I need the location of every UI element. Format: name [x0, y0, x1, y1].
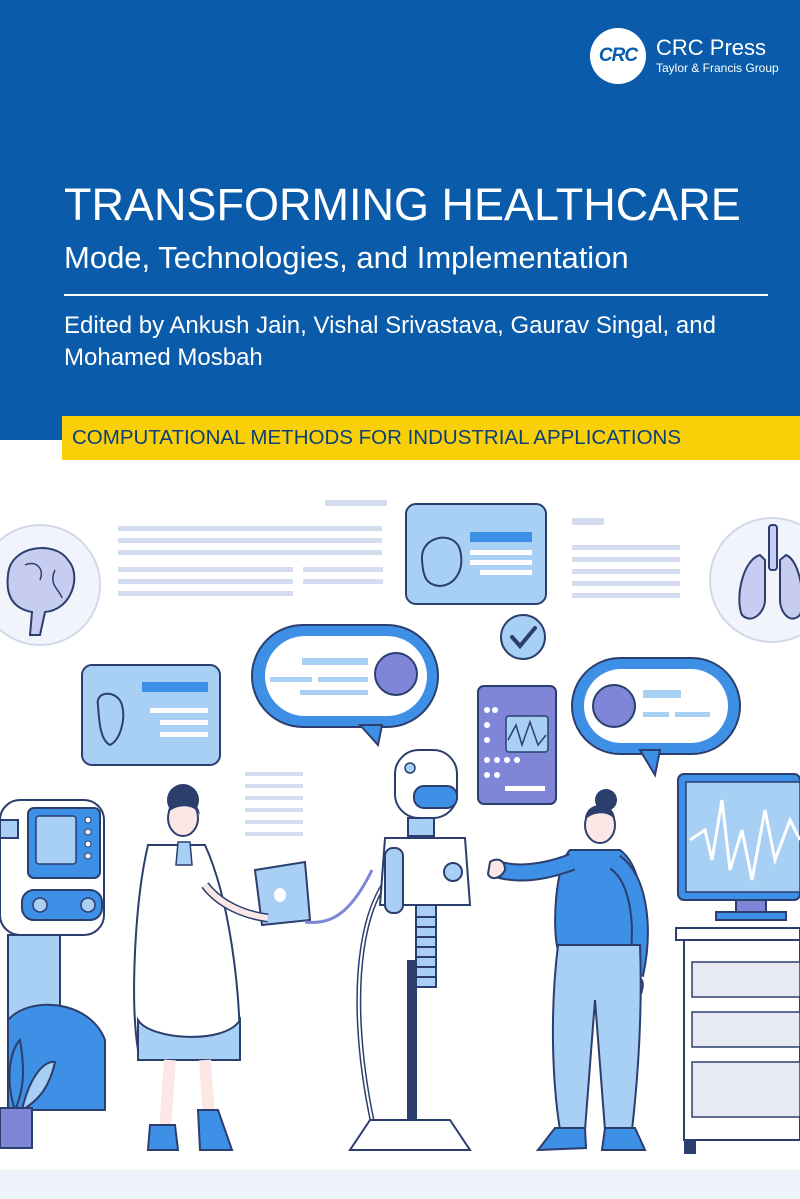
title-divider — [64, 294, 768, 296]
crc-logo-text: CRC — [598, 45, 638, 66]
series-name: COMPUTATIONAL METHODS FOR INDUSTRIAL APPLICATIONS — [72, 426, 681, 449]
brain-card — [406, 504, 546, 604]
checkmark-icon — [501, 615, 545, 659]
lungs-icon — [710, 518, 800, 642]
publisher-text — [656, 36, 779, 76]
patient-icon — [488, 789, 645, 1150]
book-editors: Edited by Ankush Jain, Vishal Srivastava, Gaurav Singal, and Mohamed Mosbah — [64, 312, 716, 371]
heart-card — [82, 665, 220, 765]
brain-icon — [0, 525, 100, 645]
doctor-icon — [134, 784, 372, 1150]
control-panel-icon — [478, 686, 556, 804]
cabinet — [676, 928, 800, 1154]
book-subtitle: Mode, Technologies, and Implementation — [64, 240, 629, 275]
crc-logo-icon — [590, 28, 646, 84]
chat-bubble-icon — [252, 625, 438, 745]
chat-bubble-icon-right — [572, 658, 740, 775]
book-title: TRANSFORMING HEALTHCARE — [64, 179, 741, 230]
healthcare-illustration — [0, 470, 800, 1199]
text-lines-left — [118, 500, 387, 596]
publisher-group: Taylor & Francis Group — [656, 61, 779, 75]
text-lines-right — [572, 518, 680, 598]
publisher-name: CRC Press — [656, 35, 767, 60]
robot-icon — [350, 750, 470, 1150]
series-band — [62, 416, 800, 460]
monitor-icon — [678, 774, 800, 920]
publisher-block — [590, 27, 779, 85]
text-lines-center — [245, 772, 303, 836]
